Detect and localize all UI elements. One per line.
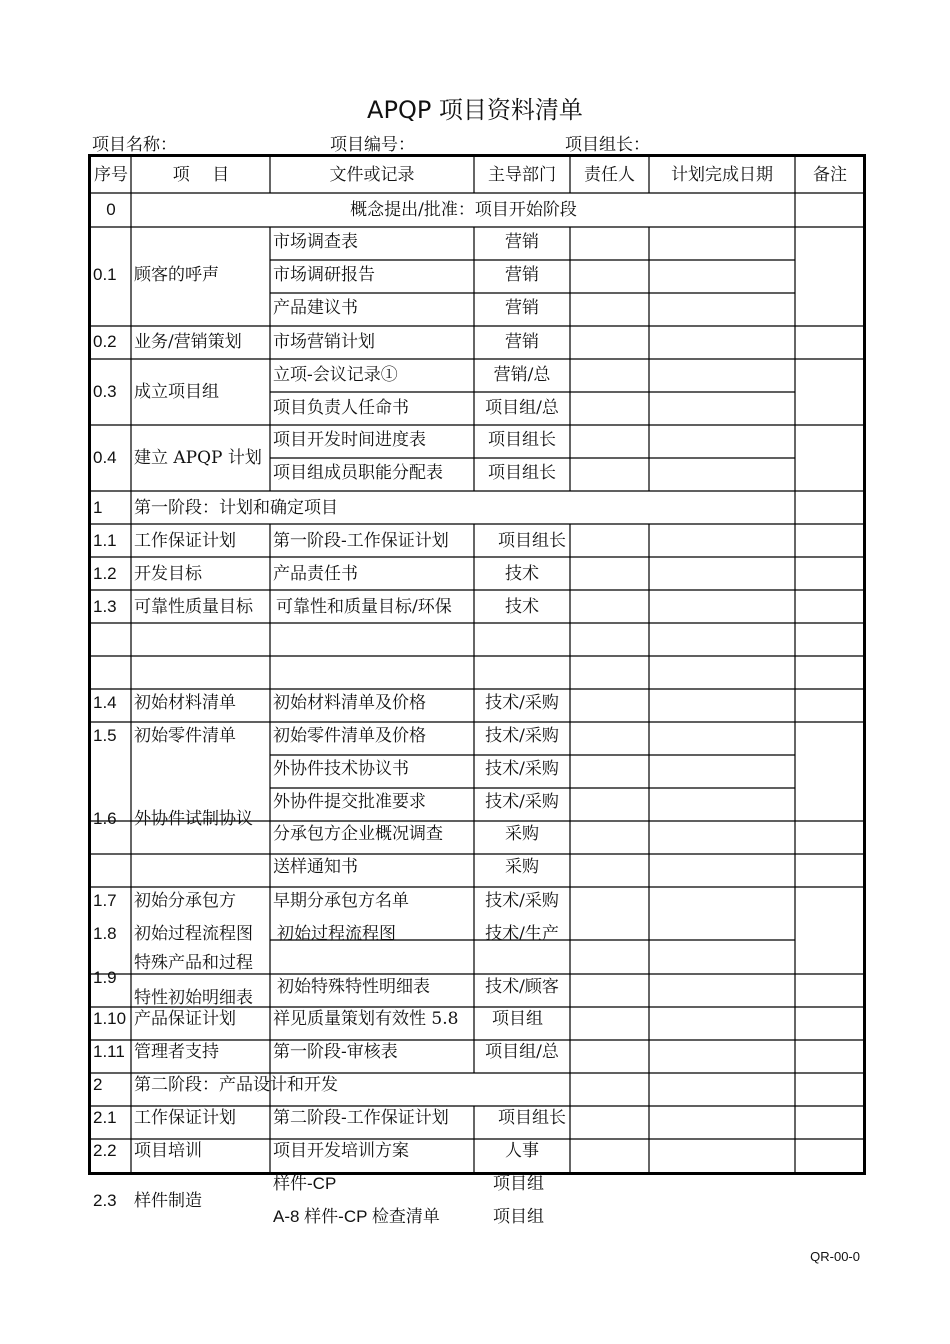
phase0-no: 0 — [106, 200, 116, 219]
row-no: 1.8 — [93, 924, 117, 943]
row-doc: 早期分承包方名单 — [273, 891, 409, 911]
phase1-title: 第一阶段：计划和确定项目 — [134, 498, 338, 518]
phase1-no: 1 — [93, 498, 103, 517]
row-dept: 技术/采购 — [485, 891, 559, 911]
row-no: 2.1 — [93, 1108, 117, 1127]
row-no: 1.9 — [93, 968, 117, 987]
phase0-title: 概念提出/批准：项目开始阶段 — [350, 200, 577, 220]
row-dept: 技术 — [505, 564, 539, 584]
row-doc: 产品建议书 — [273, 298, 358, 318]
header-seq: 序号 — [94, 165, 128, 185]
row-no: 1.6 — [93, 809, 117, 828]
header-notes: 备注 — [813, 165, 847, 185]
header-dept: 主导部门 — [488, 165, 556, 185]
row-no: 1.4 — [93, 693, 117, 712]
row-dept: 技术/生产 — [485, 924, 559, 944]
row-item: 初始材料清单 — [134, 693, 236, 713]
row-doc: 立项-会议记录① — [273, 365, 398, 385]
row-no: 0.2 — [93, 332, 117, 351]
row-dept: 项目组长 — [498, 531, 566, 551]
row-no: 0.3 — [93, 382, 117, 401]
header-doc: 文件或记录 — [329, 165, 415, 185]
row-doc: 初始零件清单及价格 — [273, 726, 426, 746]
row-item: 建立 APQP 计划 — [134, 448, 262, 468]
project-name-label: 项目名称： — [92, 135, 177, 155]
row-item: 初始零件清单 — [134, 726, 236, 746]
row-dept: 技术 — [505, 597, 539, 617]
row-dept: 技术/采购 — [485, 726, 559, 746]
row-dept: 项目组/总 — [485, 1042, 559, 1062]
row-dept: 项目组长 — [488, 430, 556, 450]
row-item: 管理者支持 — [134, 1042, 219, 1062]
row-item: 产品保证计划 — [134, 1009, 236, 1029]
row-doc: 第一阶段-审核表 — [273, 1042, 398, 1062]
row-item: 外协件试制协议 — [134, 809, 253, 829]
row-no: 1.1 — [93, 531, 117, 550]
row-item: 初始过程流程图 — [134, 924, 253, 944]
row-doc: 样件-CP — [273, 1174, 337, 1193]
row-item: 工作保证计划 — [134, 531, 236, 551]
row-dept: 项目组/总 — [485, 398, 559, 418]
row-dept: 项目组长 — [498, 1108, 566, 1128]
row-doc: 产品责任书 — [273, 564, 358, 584]
row-dept: 技术/顾客 — [485, 977, 559, 997]
row-item: 项目培训 — [134, 1141, 202, 1161]
row-doc: 市场调查表 — [273, 232, 358, 252]
row-dept: 人事 — [505, 1141, 539, 1161]
row-doc: 外协件提交批准要求 — [273, 792, 426, 812]
row-item: 初始分承包方 — [134, 891, 236, 911]
row-doc: 初始过程流程图 — [277, 924, 396, 944]
row-dept: 采购 — [505, 824, 539, 844]
row-doc: 可靠性和质量目标/环保 — [276, 597, 452, 617]
row-doc: 项目开发培训方案 — [273, 1141, 409, 1161]
row-item: 顾客的呼声 — [134, 265, 219, 285]
row-item: 特性初始明细表 — [134, 988, 253, 1008]
row-no: 1.3 — [93, 597, 117, 616]
row-no: 2.3 — [93, 1191, 117, 1210]
header-date: 计划完成日期 — [671, 165, 773, 185]
row-item: 特殊产品和过程 — [134, 953, 253, 973]
row-doc: A-8 样件-CP 检查清单 — [273, 1207, 440, 1226]
row-no: 0.1 — [93, 265, 117, 284]
row-dept: 项目组长 — [488, 463, 556, 483]
project-code-label: 项目编号： — [330, 135, 415, 155]
row-dept: 项目组 — [493, 1207, 544, 1227]
row-no: 1.5 — [93, 726, 117, 745]
row-doc: 分承包方企业概况调查 — [273, 824, 443, 844]
row-dept: 营销/总 — [493, 365, 551, 385]
row-no: 1.11 — [93, 1042, 125, 1061]
header-owner: 责任人 — [584, 165, 635, 185]
row-item: 工作保证计划 — [134, 1108, 236, 1128]
row-dept: 营销 — [505, 332, 539, 352]
form-code: QR-00-0 — [810, 1249, 860, 1264]
phase2-no: 2 — [93, 1075, 103, 1094]
row-doc: 项目负责人任命书 — [273, 398, 409, 418]
row-item: 开发目标 — [134, 564, 202, 584]
row-doc: 第一阶段-工作保证计划 — [273, 531, 449, 551]
row-doc: 市场营销计划 — [273, 332, 375, 352]
row-doc: 项目开发时间进度表 — [273, 430, 426, 450]
row-dept: 技术/采购 — [485, 693, 559, 713]
row-item: 成立项目组 — [134, 382, 219, 402]
row-doc: 项目组成员职能分配表 — [273, 463, 443, 483]
row-no: 1.7 — [93, 891, 117, 910]
header-item: 项 目 — [172, 165, 230, 185]
row-doc: 送样通知书 — [273, 857, 358, 877]
row-dept: 营销 — [505, 265, 539, 285]
row-dept: 采购 — [505, 857, 539, 877]
row-item: 样件制造 — [134, 1191, 202, 1211]
row-no: 1.2 — [93, 564, 117, 583]
row-doc: 市场调研报告 — [273, 265, 375, 285]
row-dept: 营销 — [505, 232, 539, 252]
row-item: 业务/营销策划 — [134, 332, 242, 352]
row-dept: 项目组 — [493, 1174, 544, 1194]
row-no: 2.2 — [93, 1141, 117, 1160]
row-doc: 初始材料清单及价格 — [273, 693, 426, 713]
page-title: APQP 项目资料清单 — [367, 96, 583, 124]
row-no: 0.4 — [93, 448, 117, 467]
row-doc: 祥见质量策划有效性 5.8 — [273, 1009, 459, 1029]
phase2-title: 第二阶段：产品设计和开发 — [134, 1075, 338, 1095]
row-doc: 初始特殊特性明细表 — [277, 977, 430, 997]
row-doc: 第二阶段-工作保证计划 — [273, 1108, 449, 1128]
row-item: 可靠性质量目标 — [134, 597, 253, 617]
row-dept: 项目组 — [492, 1009, 543, 1029]
project-leader-label: 项目组长： — [565, 135, 650, 155]
row-dept: 技术/采购 — [485, 792, 559, 812]
row-dept: 技术/采购 — [485, 759, 559, 779]
row-doc: 外协件技术协议书 — [273, 759, 409, 779]
row-no: 1.10 — [93, 1009, 127, 1028]
row-dept: 营销 — [505, 298, 539, 318]
